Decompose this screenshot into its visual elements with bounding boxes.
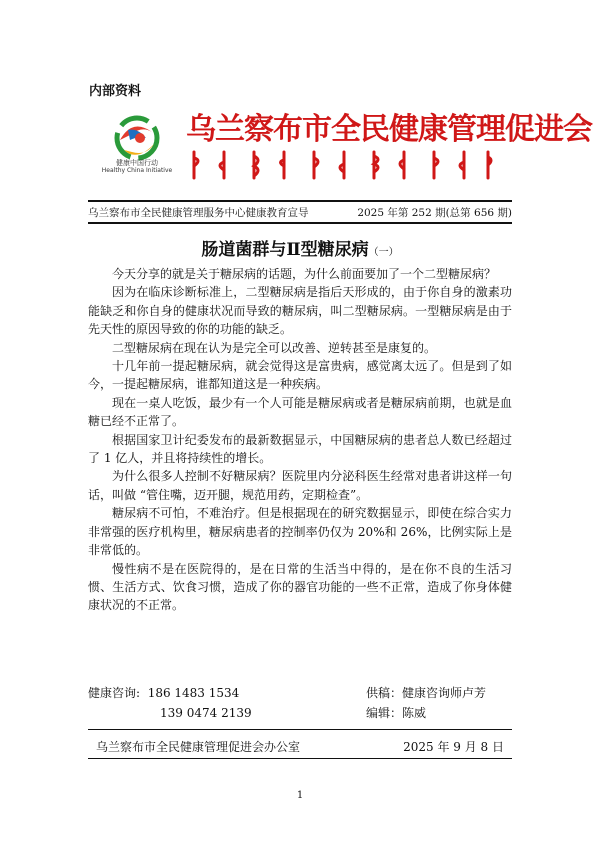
contact-phone-1: 186 1483 1534: [147, 686, 240, 700]
logo-caption-en: Healthy China Initiative: [101, 167, 173, 174]
article-title-suffix: （一）: [368, 247, 399, 258]
contact-label: 健康咨询:: [88, 686, 141, 700]
paragraph: 十几年前一提起糖尿病，就会觉得这是富贵病，感觉离太远了。但是到了如今，一提起糖尿病，谁都知道这是一种疾病。: [88, 359, 512, 392]
internal-material-label: 内部资料: [89, 84, 142, 99]
issue-meta-line: [88, 205, 512, 220]
footer-rule-top: [88, 729, 512, 730]
article-title-text: 肠道菌群与Ⅱ型糖尿病: [201, 240, 369, 260]
logo-caption: [98, 160, 176, 174]
header-rule-bottom: [88, 222, 512, 224]
paragraph: 二型糖尿病在现在认为是完全可以改善、逆转甚至是康复的。: [112, 340, 437, 355]
article-body: [88, 265, 512, 615]
header-rule-top: [88, 200, 512, 202]
issue-number: 2025 年第 252 期(总第 656 期): [357, 207, 512, 219]
office-name: 乌兰察布市全民健康管理促进会办公室: [96, 740, 301, 754]
footer-line: [88, 738, 512, 755]
paragraph: 糖尿病不可怕，不难治疗。但是根据现在的研究数据显示，即使在综合实力非常强的医疗机构里，糖尿病患者的控制率仍仅为 20%和 26%，比例实际上是非常低的。: [88, 506, 512, 558]
logo-caption-cn: 健康中国行动: [116, 159, 158, 167]
paragraph: 今天分享的就是关于糖尿病的话题，为什么前面要加了一个二型糖尿病？: [112, 267, 497, 281]
publisher-text: 乌兰察布市全民健康管理服务中心健康教育宣导: [88, 207, 309, 219]
paragraph: 因为在临床诊断标准上，二型糖尿病是指后天形成的，由于你自身的激素功能缺乏和你自身的健康状况而导致的糖尿病，叫二型糖尿病。一型糖尿病是由于先天性的原因导致的你的功能的缺乏。: [88, 285, 512, 337]
paragraph: 慢性病不是在医院得的，是在日常的生活当中得的，是在你不良的生活习惯、生活方式、饮食习惯，造成了你的器官功能的一些不正常，造成了你身体健康状况的不正常。: [88, 561, 512, 613]
contact-left: [88, 683, 252, 723]
supplier-credit: 供稿：健康咨询师卢芳: [366, 686, 487, 700]
editor-credit: 编辑：陈威: [366, 706, 427, 720]
paragraph: 现在一桌人吃饭，最少有一个人可能是糖尿病或者是糖尿病前期，也就是血糖已经不正常了。: [88, 395, 512, 429]
paragraph: 为什么很多人控制不好糖尿病？医院里内分泌科医生经常对患者讲这样一句话，叫做 “管住嘴，迈开腿，规范用药，定期检查”。: [88, 469, 512, 502]
page-number: 1: [296, 790, 304, 801]
issue-date: 2025 年 9 月 8 日: [403, 740, 504, 754]
footer-rule-bottom: [88, 758, 512, 759]
paragraph: 根据国家卫计纪委发布的最新数据显示，中国糖尿病的患者总人数已经超过了 1 亿人，并且将持续性的增长。: [88, 432, 512, 466]
contact-phone-2: 139 0474 2139: [160, 706, 252, 720]
article-title: [0, 235, 600, 260]
organization-title: 乌兰察布市全民健康管理促进会: [186, 112, 592, 147]
contact-right: [366, 683, 486, 723]
mongolian-script-title: [186, 148, 496, 182]
